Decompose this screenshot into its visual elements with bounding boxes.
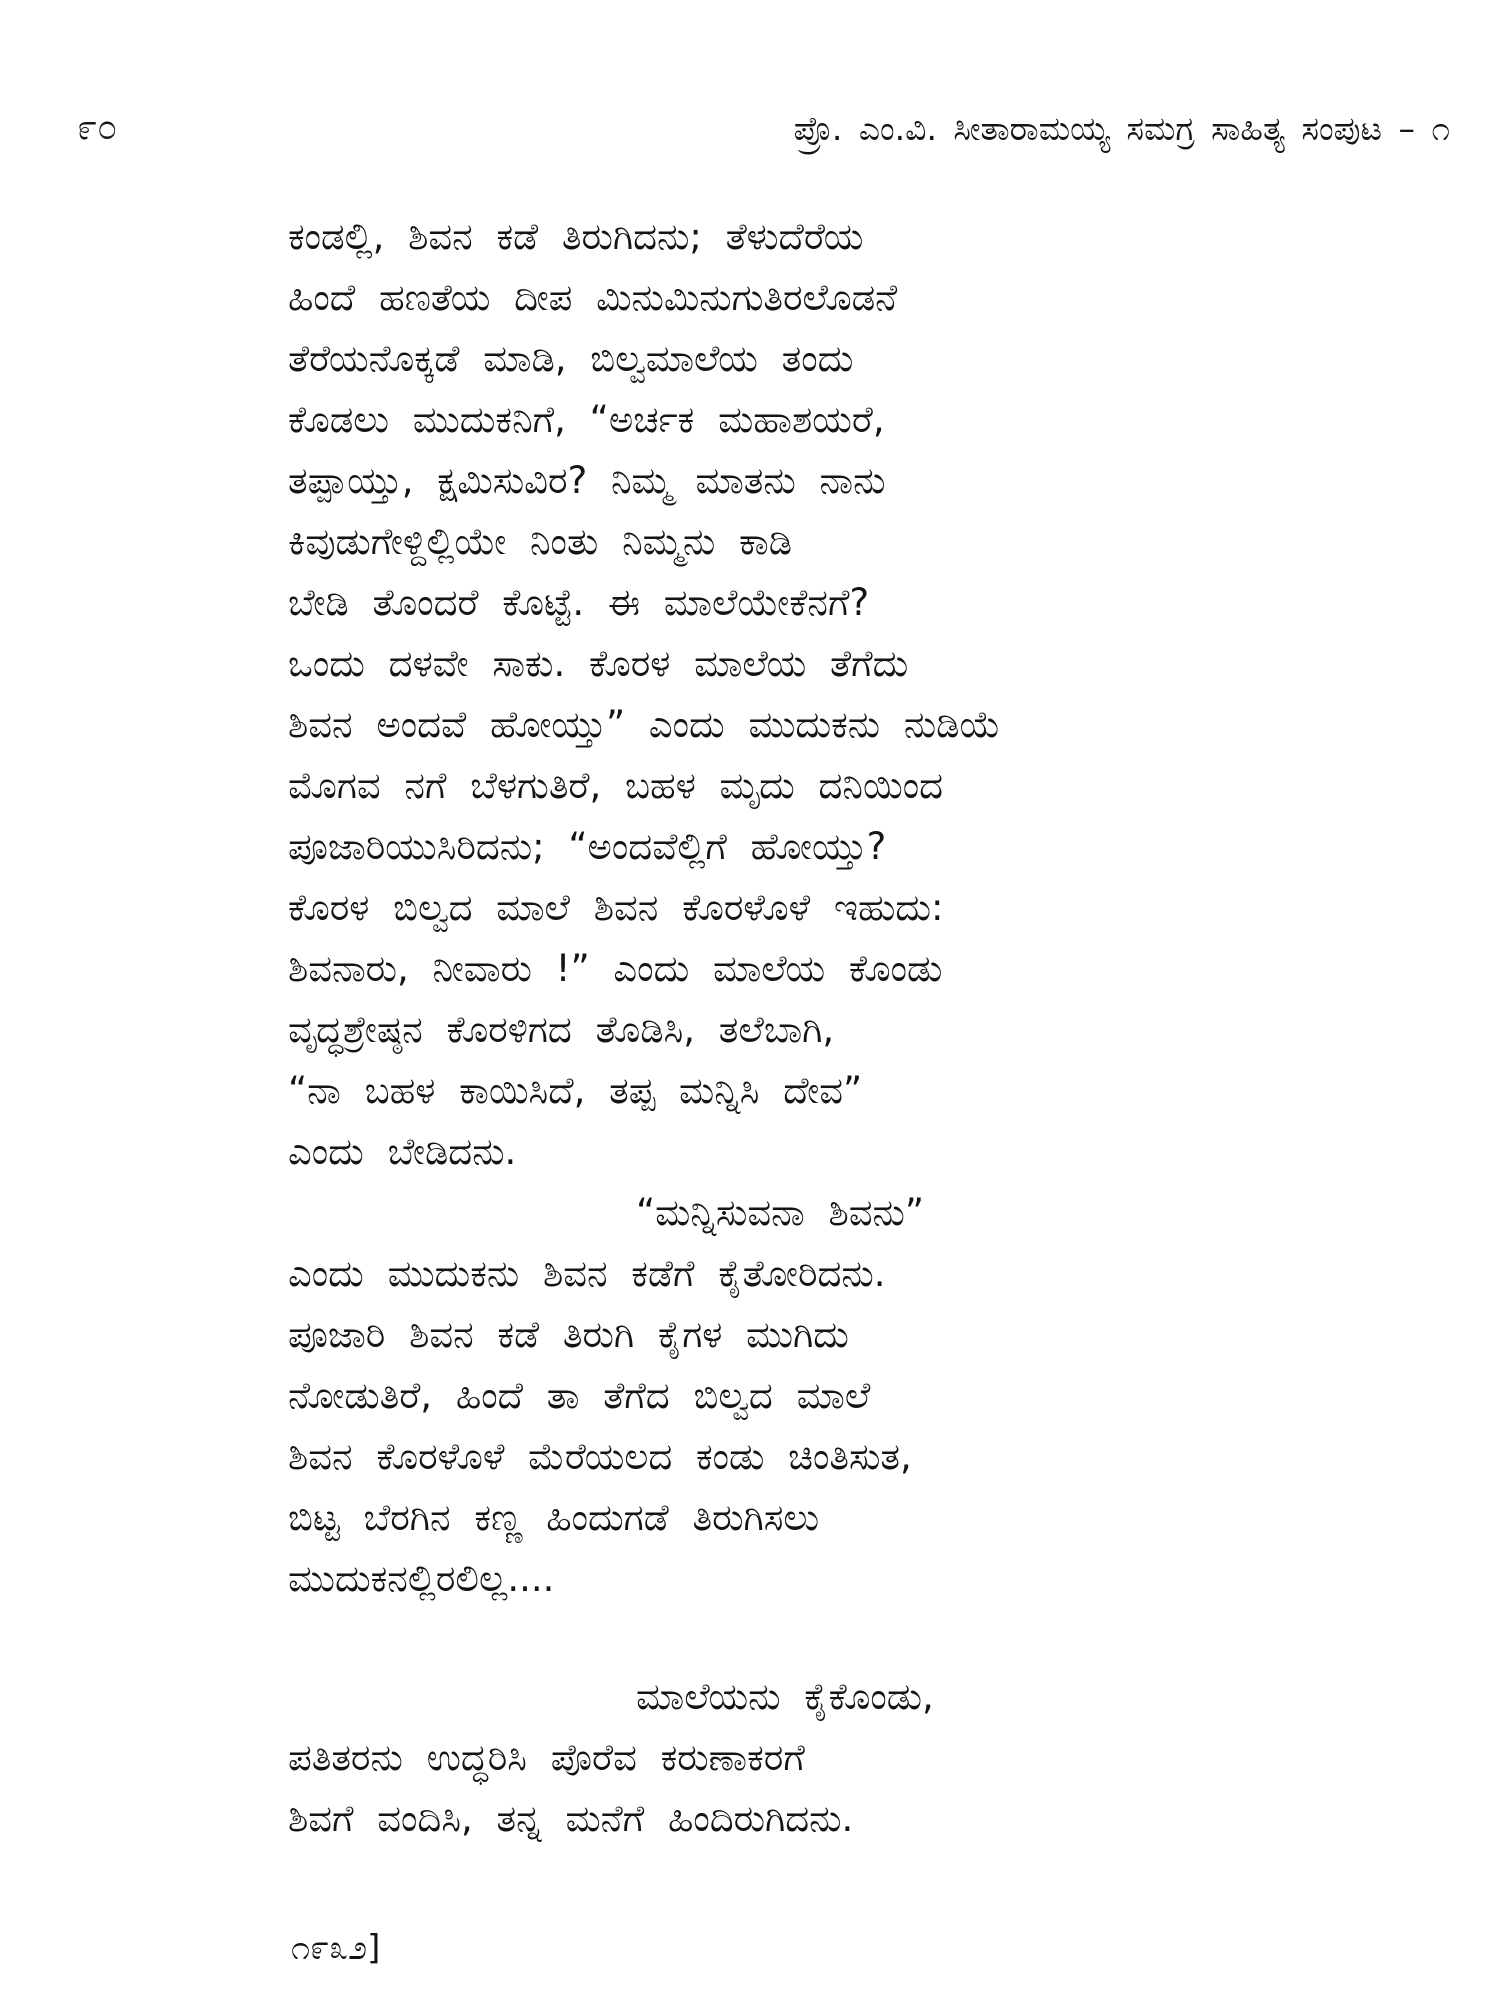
poem-line: ಎಂದು ಮುದುಕನು ಶಿವನ ಕಡೆಗೆ ಕೈತೋರಿದನು.: [288, 1252, 886, 1295]
page-number: ೯೦: [77, 107, 118, 148]
footer-date: ೧೯೩೨]: [291, 1928, 381, 1968]
poem-body: [288, 206, 1448, 1849]
poem-line: ಶಿವನ ಕೊರಳೊಳೆ ಮೆರೆಯಲದ ಕಂಡು ಚಿಂತಿಸುತ,: [288, 1435, 912, 1478]
poem-line: ಪತಿತರನು ಉದ್ಧರಿಸಿ ಪೊರೆವ ಕರುಣಾಕರಗೆ: [288, 1736, 805, 1779]
poem-line: ಶಿವನಾರು, ನೀವಾರು !” ಎಂದು ಮಾಲೆಯ ಕೊಂಡು: [288, 947, 943, 990]
poem-line: ಒಂದು ದಳವೇ ಸಾಕು. ಕೊರಳ ಮಾಲೆಯ ತೆಗೆದು: [288, 642, 909, 685]
poem-line: ಪೂಜಾರಿಯುಸಿರಿದನು; “ಅಂದವೆಲ್ಲಿಗೆ ಹೋಯ್ತು?: [288, 825, 887, 868]
poem-line: ಕಂಡಲ್ಲಿ, ಶಿವನ ಕಡೆ ತಿರುಗಿದನು; ತೆಳುದೆರೆಯ: [288, 215, 864, 258]
poem-line-indented: ಮಾಲೆಯನು ಕೈಕೊಂಡು,: [636, 1675, 934, 1718]
poem-line: ನೋಡುತಿರೆ, ಹಿಂದೆ ತಾ ತೆಗೆದ ಬಿಲ್ವದ ಮಾಲೆ: [288, 1374, 871, 1417]
poem-stanza: [288, 206, 1448, 1609]
poem-line: ಹಿಂದೆ ಹಣತೆಯ ದೀಪ ಮಿನುಮಿನುಗುತಿರಲೊಡನೆ: [288, 276, 898, 319]
poem-line: ಎಂದು ಬೇಡಿದನು.: [288, 1130, 517, 1173]
poem-line: ಕೊಡಲು ಮುದುಕನಿಗೆ, “ಅರ್ಚಕ ಮಹಾಶಯರೆ,: [288, 398, 885, 441]
poem-line-indented: “ಮನ್ನಿಸುವನಾ ಶಿವನು”: [636, 1191, 925, 1234]
poem-line: ವೃದ್ಧಶ್ರೇಷ್ಠನ ಕೊರಳಿಗದ ತೊಡಿಸಿ, ತಲೆಬಾಗಿ,: [288, 1008, 835, 1051]
poem-line: ತಪ್ಪಾಯ್ತು, ಕ್ಷಮಿಸುವಿರ? ನಿಮ್ಮ ಮಾತನು ನಾನು: [288, 459, 886, 502]
poem-line: ಮೊಗವ ನಗೆ ಬೆಳಗುತಿರೆ, ಬಹಳ ಮೃದು ದನಿಯಿಂದ: [288, 764, 944, 807]
poem-line: ಬೇಡಿ ತೊಂದರೆ ಕೊಟ್ಟೆ. ಈ ಮಾಲೆಯೇಕೆನಗೆ?: [288, 581, 870, 624]
poem-stanza: [288, 1666, 1448, 1849]
poem-line: ಬಿಟ್ಟ ಬೆರಗಿನ ಕಣ್ಣ ಹಿಂದುಗಡೆ ತಿರುಗಿಸಲು: [288, 1496, 820, 1539]
poem-line: ಶಿವಗೆ ವಂದಿಸಿ, ತನ್ನ ಮನೆಗೆ ಹಿಂದಿರುಗಿದನು.: [288, 1797, 854, 1840]
poem-line: ಕಿವುಡುಗೇಳ್ದಿಲ್ಲಿಯೇ ನಿಂತು ನಿಮ್ಮನು ಕಾಡಿ: [288, 520, 792, 563]
poem-line: ಶಿವನ ಅಂದವೆ ಹೋಯ್ತು” ಎಂದು ಮುದುಕನು ನುಡಿಯೆ: [288, 703, 1001, 746]
poem-line: ಕೊರಳ ಬಿಲ್ವದ ಮಾಲೆ ಶಿವನ ಕೊರಳೊಳೆ ಇಹುದು:: [288, 886, 944, 929]
poem-line: ಪೂಜಾರಿ ಶಿವನ ಕಡೆ ತಿರುಗಿ ಕೈಗಳ ಮುಗಿದು: [288, 1313, 849, 1356]
poem-line: “ನಾ ಬಹಳ ಕಾಯಿಸಿದೆ, ತಪ್ಪ ಮನ್ನಿಸಿ ದೇವ”: [288, 1069, 863, 1112]
poem-line: ಮುದುಕನಲ್ಲಿರಲಿಲ್ಲ....: [288, 1557, 555, 1600]
poem-line: ತೆರೆಯನೊಕ್ಕಡೆ ಮಾಡಿ, ಬಿಲ್ವಮಾಲೆಯ ತಂದು: [288, 337, 854, 380]
running-header-title: ಪ್ರೊ. ಎಂ.ವಿ. ಸೀತಾರಾಮಯ್ಯ ಸಮಗ್ರ ಸಾಹಿತ್ಯ ಸಂಪುಟ – ೧: [793, 109, 1450, 148]
